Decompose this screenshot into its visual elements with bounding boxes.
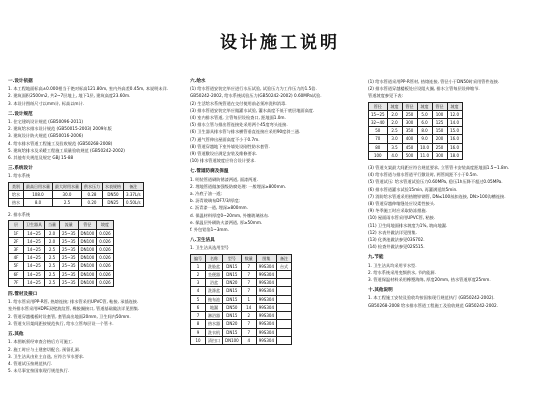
table-cell: 9.0 [417, 135, 432, 143]
text-line: 2. 管道穿越楼板时设套管, 套管高出地面20mm, 卫生间内50mm. [8, 313, 131, 319]
text-line: (7) 消防给水管道采用热镀锌钢管, DN≤100丝扣连接, DN>100沟槽连接. [368, 193, 506, 199]
table-cell: 7F [9, 278, 24, 286]
table-header-cell: 供水压力 [82, 182, 103, 190]
table-cell: 8 [191, 320, 206, 328]
text-line: 管道坡度参见下表: [368, 93, 403, 99]
table-cell: DN15 [223, 295, 242, 303]
table-cell [276, 287, 291, 295]
text-line: 3. 卫生洁具由业主自选, 应符合节水要求. [8, 353, 85, 359]
table-header-cell: 水表规格 [103, 182, 124, 190]
table-cell: 15.0 [447, 127, 462, 135]
text-line: (6) 卫生器具排水管与排水横管垂直连接应采用90度斜三通. [190, 129, 301, 135]
text-line: 1. 本图纸须经审查合格后方可施工. [8, 339, 74, 345]
text-line: 1. 卫生洁具均采用节水型. [368, 262, 417, 268]
text-line: (5) 管道试压: 给水管道试验压力0.60MPa, 稳压1h压降不超过0.05MPa. [368, 179, 503, 185]
table-cell: 14~25 [24, 246, 45, 254]
section-heading: 七.管道防腐及保温 [190, 169, 229, 175]
table-cell: 99S304 [256, 271, 276, 279]
table-header-cell: 层 [9, 221, 24, 229]
table-cell: 拖布池 [206, 295, 223, 303]
text-line: 2. 建筑给水排水设计规范 (GB50015-2003) 2009年版 [8, 126, 112, 132]
table-cell: DN100 [78, 237, 97, 245]
table-cell: 6 [191, 303, 206, 311]
table-cell: 16.0 [447, 143, 462, 151]
table-cell: 2.5 [45, 254, 60, 262]
text-line: (1) 给水管道采用PP-R管材, 热熔连接, 管径小于DN50时采用管件连接. [368, 79, 500, 84]
table-cell: 25~35 [60, 254, 79, 262]
table-row [9, 199, 144, 207]
table-cell: 2.5 [45, 270, 60, 278]
table-header-cell: 图集 [256, 254, 276, 262]
table-cell: 3 [191, 279, 206, 287]
table-row [191, 328, 292, 336]
table-cell: DN25 [103, 199, 124, 207]
text-line: (12) 水表井做法详见图集. [368, 229, 417, 235]
table-cell: 洗脸盆 [206, 262, 223, 270]
table-cell: 99S304 [256, 303, 276, 311]
text-line: (10) 排水管道坡度应符合设计要求. [190, 158, 256, 164]
table-row [9, 262, 114, 270]
table-cell [276, 295, 291, 303]
table-cell: DN50 [223, 303, 242, 311]
table-cell: 7 [241, 262, 256, 270]
water-supply-table [8, 182, 144, 208]
table-cell: 0.20 [82, 199, 103, 207]
text-line: 4. 给水排水管道工程施工及验收规范 (GB50268-2008) [8, 140, 113, 146]
table-cell: DN100 [78, 278, 97, 286]
table-cell: 7 [241, 271, 256, 279]
section-heading: 五.其他 [8, 332, 24, 338]
table-header-cell: 类别 [9, 182, 24, 190]
table-cell: 地漏 [206, 303, 223, 311]
text-line: f. 外包铝箔1~3mm. [190, 227, 229, 233]
table-cell: 2.5 [45, 262, 60, 270]
table-cell: DN100 [78, 246, 97, 254]
table-header-cell: 最高日用水量 [24, 182, 53, 190]
table-cell: DN100 [223, 336, 242, 344]
table-cell: 18.0 [447, 151, 462, 159]
drainage-table [8, 220, 114, 287]
section-heading: 八.卫生洁具 [190, 238, 215, 244]
table-cell: 25~35 [60, 229, 79, 237]
table-cell: 25~35 [60, 237, 79, 245]
table-cell: 4.0 [387, 151, 402, 159]
table-cell: 500 [402, 151, 417, 159]
text-line: 5. 建筑给排水及采暖工程施工质量验收规范 (GB50242-2002) [8, 147, 125, 153]
table-cell: 200 [432, 135, 447, 143]
table-cell: 6F [9, 270, 24, 278]
table-cell: 14~25 [24, 229, 45, 237]
table-cell: DN100 [78, 229, 97, 237]
text-line: 室外排水管采用HDPE双壁波纹管, 橡胶圈接口, 管道基础做法详见图集. [8, 306, 140, 312]
table-cell: 3F [9, 246, 24, 254]
table-row [369, 110, 463, 118]
text-line: 4. 管道试压按规范执行. [8, 360, 53, 366]
table-cell: 14~25 [24, 278, 45, 286]
text-line: 1. 明装管道刷防锈漆两道, 面漆两道. [190, 176, 258, 182]
table-row [369, 135, 463, 143]
text-line: (2) 生活给水系统管道在交付使用前必须冲洗和消毒. [190, 100, 287, 106]
table-cell [276, 320, 291, 328]
table-cell: 32~40 [369, 119, 388, 127]
table-cell [276, 336, 291, 344]
table-header-cell: 坡度 [387, 102, 402, 110]
table-row [9, 246, 114, 254]
table-cell: 2.5 [45, 246, 60, 254]
text-line: (8) 管道穿越地下室外墙处设刚性防水套管. [190, 143, 270, 149]
table-header-cell: 名称 [206, 254, 223, 262]
table-cell: 300 [402, 119, 417, 127]
text-line: 1. 本工程地面标高±0.000相当于绝对标高121.80m, 室内外高差0.45m, 本说明未详. [8, 86, 169, 92]
table-header-cell: 数量 [241, 254, 256, 262]
table-cell: 100 [369, 151, 388, 159]
table-header-row [9, 221, 114, 229]
table-header-cell: 管径 [78, 221, 97, 229]
table-cell: 25~35 [60, 246, 79, 254]
table-row [369, 119, 463, 127]
table-cell: 99S304 [256, 328, 276, 336]
table-cell: 2.0 [45, 229, 60, 237]
text-line: 6. 其他有关规范及规定 GBJ 15-88 [8, 155, 74, 161]
table-row [369, 127, 463, 135]
table-row [191, 262, 292, 270]
text-line: (7) 通气管伸出屋面高度不小于0.7m. [190, 136, 260, 142]
text-line: 2. 建筑面积2500m2, 共2~7层地上, 地下1层, 建筑高度23.60m. [8, 93, 131, 99]
section-heading: 一.设计依据 [8, 79, 33, 84]
table-cell: 99S304 [256, 295, 276, 303]
table-cell: 6.0 [417, 119, 432, 127]
table-cell: 10.0 [417, 143, 432, 151]
text-line: (3) 管道支架最大间距应符合规范要求, 立管管卡安装高度距地面1.5~1.8m. [368, 165, 510, 171]
text-line: 2. 施工时应与土建密切配合, 预留孔洞. [8, 346, 81, 352]
text-line: (3) 排水管道安装完毕应做灌水试验, 灌水高度不低于底层地面高度. [190, 107, 315, 113]
table-header-row [191, 254, 292, 262]
table-cell: 50 [369, 127, 388, 135]
text-line: (11) 卫生间地面排水坡度为1%, 坡向地漏. [368, 222, 448, 228]
table-row [191, 287, 292, 295]
table-header-cell: 管径 [432, 102, 447, 110]
table-cell: 2 [191, 271, 206, 279]
table-cell: 300 [432, 151, 447, 159]
table-cell: 2.0 [387, 119, 402, 127]
table-cell: 洗涤盆 [206, 287, 223, 295]
table-cell: 洗衣机 [206, 328, 223, 336]
text-line: (2) 排水管道穿越楼板处应设阻火圈, 排水立管每层设伸缩节. [368, 86, 480, 92]
table-cell: 3.5 [387, 143, 402, 151]
table-cell: 10 [191, 336, 206, 344]
table-cell: 2.5 [45, 278, 60, 286]
table-cell: 5F [9, 262, 24, 270]
table-cell [276, 303, 291, 311]
text-line: e. 保温层外刷防火漆两道, 厚≥50mm. [190, 219, 263, 225]
table-header-cell: 编号 [191, 254, 206, 262]
table-header-cell: 管径 [402, 102, 417, 110]
table-cell: 125 [432, 119, 447, 127]
table-cell: DN15 [223, 312, 242, 320]
page-title: 设计施工说明 [220, 33, 340, 53]
table-cell [276, 279, 291, 287]
table-cell: 淋浴器 [206, 312, 223, 320]
text-line: d. 保温材料厚度0~20mm, 外缠玻璃丝布. [190, 212, 270, 218]
table-cell: 2F [9, 237, 24, 245]
table-cell: 30.0 [53, 190, 82, 198]
table-cell: 11.0 [417, 151, 432, 159]
column-middle [190, 78, 355, 349]
table-cell: 7 [241, 328, 256, 336]
table-cell: 1F [9, 229, 24, 237]
table-header-row [9, 182, 144, 190]
table-cell: 100 [432, 110, 447, 118]
table-cell: 5 [191, 295, 206, 303]
text-line: 3. 本设计图纸尺寸以mm计, 标高以m计. [8, 100, 84, 106]
text-line: (4) 给水管道与排水管道平行敷设时, 两管间距不小于0.5m. [368, 172, 478, 178]
table-cell: 3.37L/s [124, 190, 144, 198]
table-header-cell: 卫生器具 [24, 221, 45, 229]
text-line: 1. 卫生洁具选用型号 [190, 245, 229, 251]
table-cell: 热水器 [206, 320, 223, 328]
table-row [369, 143, 463, 151]
table-cell: 70 [369, 135, 388, 143]
table-cell: 7 [241, 279, 256, 287]
table-cell: 25~35 [60, 262, 79, 270]
table-cell: DN15 [223, 262, 242, 270]
text-line: (9) 管道敷设应满足安装及维修要求. [190, 151, 258, 157]
table-cell: 350 [402, 127, 417, 135]
table-row [9, 237, 114, 245]
text-line: 3. 建筑设计防火规范 (GB50016-2006) [8, 133, 84, 139]
table-cell: 9 [191, 328, 206, 336]
table-cell: 25~35 [60, 270, 79, 278]
text-line: 1. 给水管采用PP-R管, 热熔连接; 排水管采用UPVC管, 粘接, 承插连接. [8, 299, 139, 305]
table-cell: 2.5 [387, 127, 402, 135]
text-line: c. 沥青漆一道, 埋深≥800mm. [190, 205, 248, 211]
table-header-cell: 备注 [276, 254, 291, 262]
text-line: (10) 屋面雨水管采用UPVC管, 粘接. [368, 215, 436, 221]
table-cell: 台式 [276, 262, 291, 270]
table-header-cell: 最大时用水量 [53, 182, 82, 190]
table-cell: 14~25 [24, 262, 45, 270]
table-cell: DN100 [78, 254, 97, 262]
table-cell: 150 [432, 127, 447, 135]
table-header-cell: 管径 [369, 102, 388, 110]
table-cell: 浴盆 [206, 279, 223, 287]
table-cell: DN15 [223, 271, 242, 279]
table-row [191, 295, 292, 303]
table-cell: 250 [432, 143, 447, 151]
table-cell: 7 [191, 312, 206, 320]
table-cell: 12.0 [447, 110, 462, 118]
table-cell: 7 [241, 320, 256, 328]
text-line: 2. 给水系统采用变频供水, 节约能源. [368, 269, 436, 275]
table-row [9, 229, 114, 237]
column-right [368, 78, 553, 309]
text-line: 1. 本工程施工安装及验收均按国家现行规范执行 (GB50242-2002). [368, 295, 495, 301]
text-line: (8) 管道穿越伸缩缝处应设柔性接头. [368, 201, 436, 207]
table-header-cell: 当量 [45, 221, 60, 229]
table-cell: DN20 [223, 320, 242, 328]
section-heading: 三.系统设计 [8, 166, 33, 172]
table-row [9, 254, 114, 262]
table-header-row [369, 102, 463, 110]
table-row [191, 271, 292, 279]
table-cell: 0.026 [97, 254, 113, 262]
table-row [191, 303, 292, 311]
table-cell: 4 [191, 287, 206, 295]
table-cell: 1 [241, 295, 256, 303]
table-cell: 0.026 [97, 246, 113, 254]
section-heading: 四.管材及接口 [8, 292, 38, 298]
table-row [369, 151, 463, 159]
table-cell: 8.0 [417, 127, 432, 135]
table-cell: 99S304 [256, 279, 276, 287]
text-line: GB50242-2002, 给水系统试验压力(GB50242-2002) 0.60MPa试验. [190, 93, 322, 99]
table-cell: 99S304 [256, 336, 276, 344]
table-cell [276, 328, 291, 336]
table-row [9, 190, 144, 198]
table-cell: DN50 [103, 190, 124, 198]
table-cell: 2 [241, 312, 256, 320]
fixtures-table [190, 254, 292, 345]
table-cell: 7 [241, 287, 256, 295]
table-cell: 清扫口 [206, 336, 223, 344]
text-line: 2. 埋地管道做加强级防腐处理: 一般埋深≥800mm. [190, 183, 287, 189]
table-header-cell: 流量 [60, 221, 79, 229]
text-line: (5) 排水立管与排出管连接处采用两个45度弯头连接. [190, 122, 288, 128]
table-cell [276, 312, 291, 320]
table-cell: DN100 [78, 262, 97, 270]
table-cell: DN20 [223, 279, 242, 287]
table-row [191, 336, 292, 344]
table-cell: 0.026 [97, 262, 113, 270]
table-cell: 4F [9, 254, 24, 262]
table-cell: 5.0 [417, 110, 432, 118]
pipe-slope-table [368, 102, 463, 160]
text-line: (9) 冬季施工时应采取防冻措施. [368, 208, 427, 214]
table-cell: 坐便器 [206, 271, 223, 279]
section-heading: 六.给水 [190, 79, 206, 84]
table-cell: 14~25 [24, 254, 45, 262]
table-cell: 14~25 [24, 237, 45, 245]
table-cell: 14 [241, 303, 256, 311]
table-cell [276, 271, 291, 279]
table-cell: 99S304 [256, 287, 276, 295]
table-cell: 99S304 [256, 262, 276, 270]
table-header-cell: 型号 [223, 254, 242, 262]
table-cell: 8.0 [24, 199, 53, 207]
table-cell: 1 [191, 262, 206, 270]
table-header-cell: 备注 [124, 182, 144, 190]
section-heading: 九.节能 [368, 255, 384, 261]
table-cell: 16.0 [447, 135, 462, 143]
table-cell: 450 [402, 143, 417, 151]
text-line: b. 沥青玻璃布DF7/3/厚度; [190, 198, 240, 204]
table-cell: 2.0 [387, 110, 402, 118]
table-cell: 0.28 [82, 190, 103, 198]
text-line: (4) 室内排水管道, 立管每层设检查口, 距地面1.0m. [190, 115, 286, 121]
table-cell: 0.50L/s [124, 199, 144, 207]
text-line: 3. 管道保温材料采用橡塑海绵, 厚度20mm, 热水管道厚度25mm. [368, 277, 491, 283]
table-cell: 4 [241, 336, 256, 344]
table-cell: 2.0 [45, 237, 60, 245]
table-cell: 0.026 [97, 229, 113, 237]
table-row [191, 279, 292, 287]
text-line: 1. 给水系统 [8, 173, 31, 179]
text-line: (6) 排水管道灌水试验15min, 再灌满延续5min. [368, 186, 458, 192]
table-cell: 0.026 [97, 270, 113, 278]
text-line: 1. 住宅建筑设计规范 (GB50096-2011) [8, 119, 84, 125]
table-cell: 0.026 [97, 278, 113, 286]
table-row [191, 320, 292, 328]
table-row [9, 278, 114, 286]
column-left [8, 78, 176, 374]
table-header-cell: 坡度 [447, 102, 462, 110]
text-line: (14) 检查井做法参见02S515. [368, 244, 425, 250]
table-header-cell: 坡度 [417, 102, 432, 110]
table-cell: 108.0 [24, 190, 53, 198]
table-cell: 25~35 [60, 278, 79, 286]
table-cell: 15~25 [369, 110, 388, 118]
table-cell: 400 [402, 135, 417, 143]
table-cell: 14.0 [447, 119, 462, 127]
table-cell: 99S304 [256, 320, 276, 328]
text-line: 2. 排水系统 [8, 212, 31, 218]
table-cell: 2.5 [53, 199, 82, 207]
table-header-cell: 坡度 [97, 221, 113, 229]
table-cell: 14~25 [24, 270, 45, 278]
text-line: a. 冷底子油一道; [190, 191, 222, 197]
table-cell: DN100 [78, 270, 97, 278]
text-line: 5. 未尽事宜按国家现行规范执行. [8, 368, 70, 374]
table-cell: DN15 [223, 328, 242, 336]
table-cell: DN15 [223, 287, 242, 295]
table-cell: 0.026 [97, 237, 113, 245]
table-row [191, 312, 292, 320]
table-cell: 250 [402, 110, 417, 118]
table-cell: 99S304 [256, 312, 276, 320]
text-line: 3. 管道支吊架间距按规范执行, 给水立管每层设一个管卡. [8, 320, 114, 326]
table-cell: 80 [369, 143, 388, 151]
section-heading: 二.设计规范 [8, 111, 33, 117]
table-cell: 3.0 [387, 135, 402, 143]
text-line: (1) 给水管道安装完毕应进行水压试验, 试验压力为工作压力的1.5倍. [190, 86, 317, 92]
table-row [9, 270, 114, 278]
section-heading: 十.其他说明 [368, 288, 393, 294]
text-line: (13) 化粪池做法参见03S702. [368, 237, 425, 243]
table-cell: 给水 [9, 190, 24, 198]
table-cell: 热水 [9, 199, 24, 207]
text-line: GB50268-2008 给水排水管道工程施工及验收规范 GB50242-2002. [368, 302, 499, 308]
